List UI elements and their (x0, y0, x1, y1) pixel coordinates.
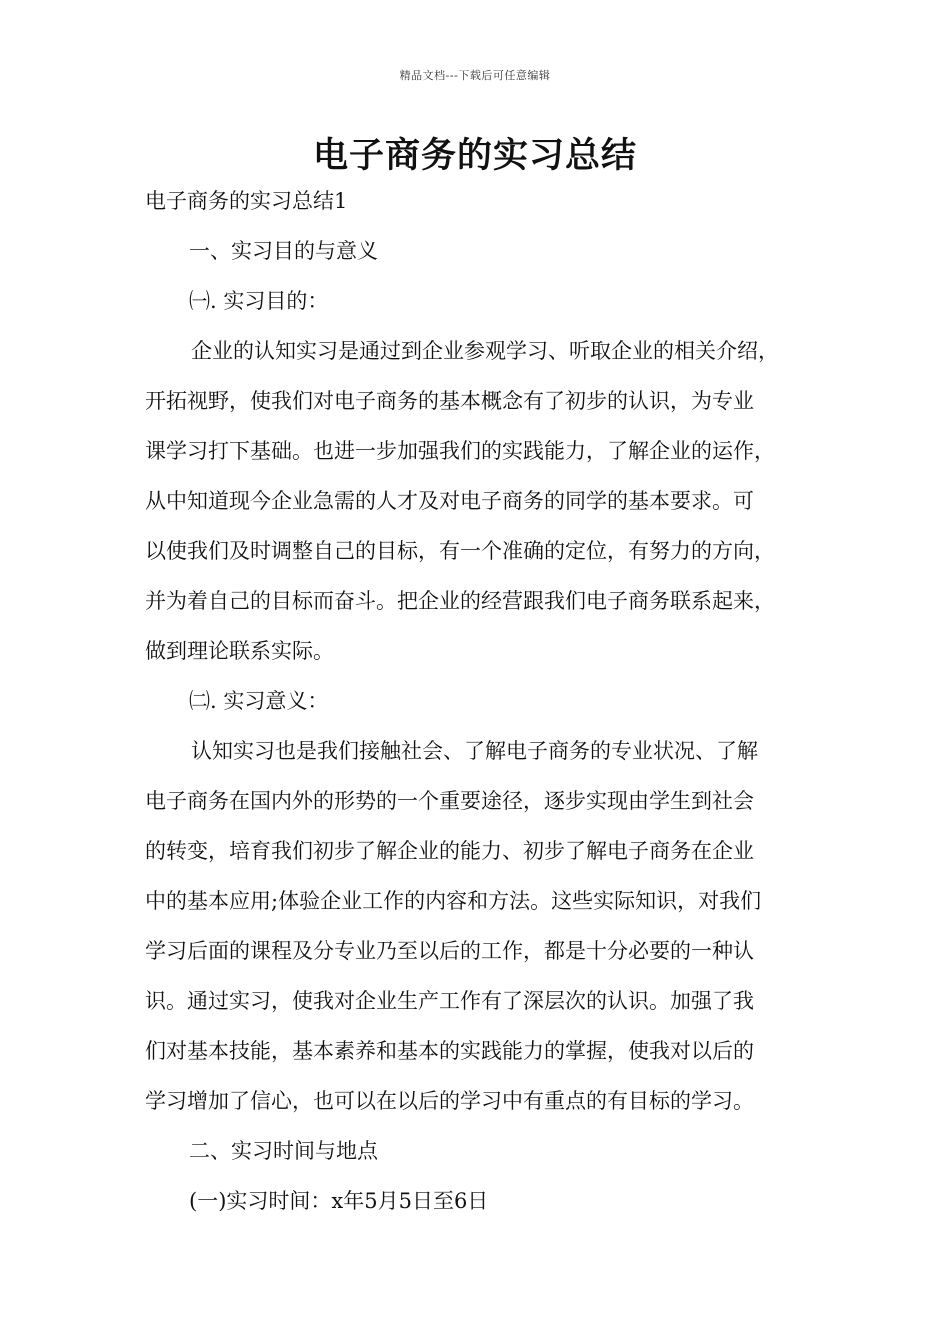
paragraph-line: 开拓视野，使我们对电子商务的基本概念有了初步的认识，为专业 (145, 389, 754, 413)
paragraph-line: 电子商务在国内外的形势的一个重要途径，逐步实现由学生到社会 (145, 789, 754, 813)
section-subtitle: 电子商务的实习总结1 (145, 189, 348, 213)
paragraph-line: 中的基本应用;体验企业工作的内容和方法。这些实际知识，对我们 (145, 889, 762, 913)
paragraph-line: 学习后面的课程及分专业乃至以后的工作，都是十分必要的一种认 (145, 939, 754, 963)
subheading-purpose: ㈠. 实习目的： (189, 289, 329, 313)
paragraph-line: 企业的认知实习是通过到企业参观学习、听取企业的相关介绍， (191, 339, 779, 363)
paragraph-line: 们对基本技能，基本素养和基本的实践能力的掌握，使我对以后的 (145, 1039, 754, 1063)
paragraph-line: 学习增加了信心，也可以在以后的学习中有重点的有目标的学习。 (145, 1089, 754, 1113)
paragraph-line: 并为着自己的目标而奋斗。把企业的经营跟我们电子商务联系起来， (145, 589, 775, 613)
heading-time-location: 二、实习时间与地点 (189, 1139, 378, 1163)
header-note: 精品文档---下载后可任意编辑 (399, 69, 551, 82)
document-title: 电子商务的实习总结 (312, 136, 637, 176)
paragraph-line: 课学习打下基础。也进一步加强我们的实践能力，了解企业的运作， (145, 439, 775, 463)
paragraph-line: 的转变，培育我们初步了解企业的能力、初步了解电子商务在企业 (145, 839, 754, 863)
subheading-significance: ㈡. 实习意义： (189, 689, 329, 713)
paragraph-line: 从中知道现今企业急需的人才及对电子商务的同学的基本要求。可 (145, 489, 754, 513)
paragraph-line: 认知实习也是我们接触社会、了解电子商务的专业状况、了解 (191, 739, 758, 763)
document-body (145, 176, 845, 1226)
paragraph-line: 识。通过实习，使我对企业生产工作有了深层次的认识。加强了我 (145, 989, 754, 1013)
heading-purpose-significance: 一、实习目的与意义 (189, 239, 378, 263)
paragraph-line: 做到理论联系实际。 (145, 639, 334, 663)
paragraph-line: 以使我们及时调整自己的目标，有一个准确的定位，有努力的方向， (145, 539, 775, 563)
subheading-time: (一)实习时间：x年5月5日至6日 (189, 1189, 489, 1213)
